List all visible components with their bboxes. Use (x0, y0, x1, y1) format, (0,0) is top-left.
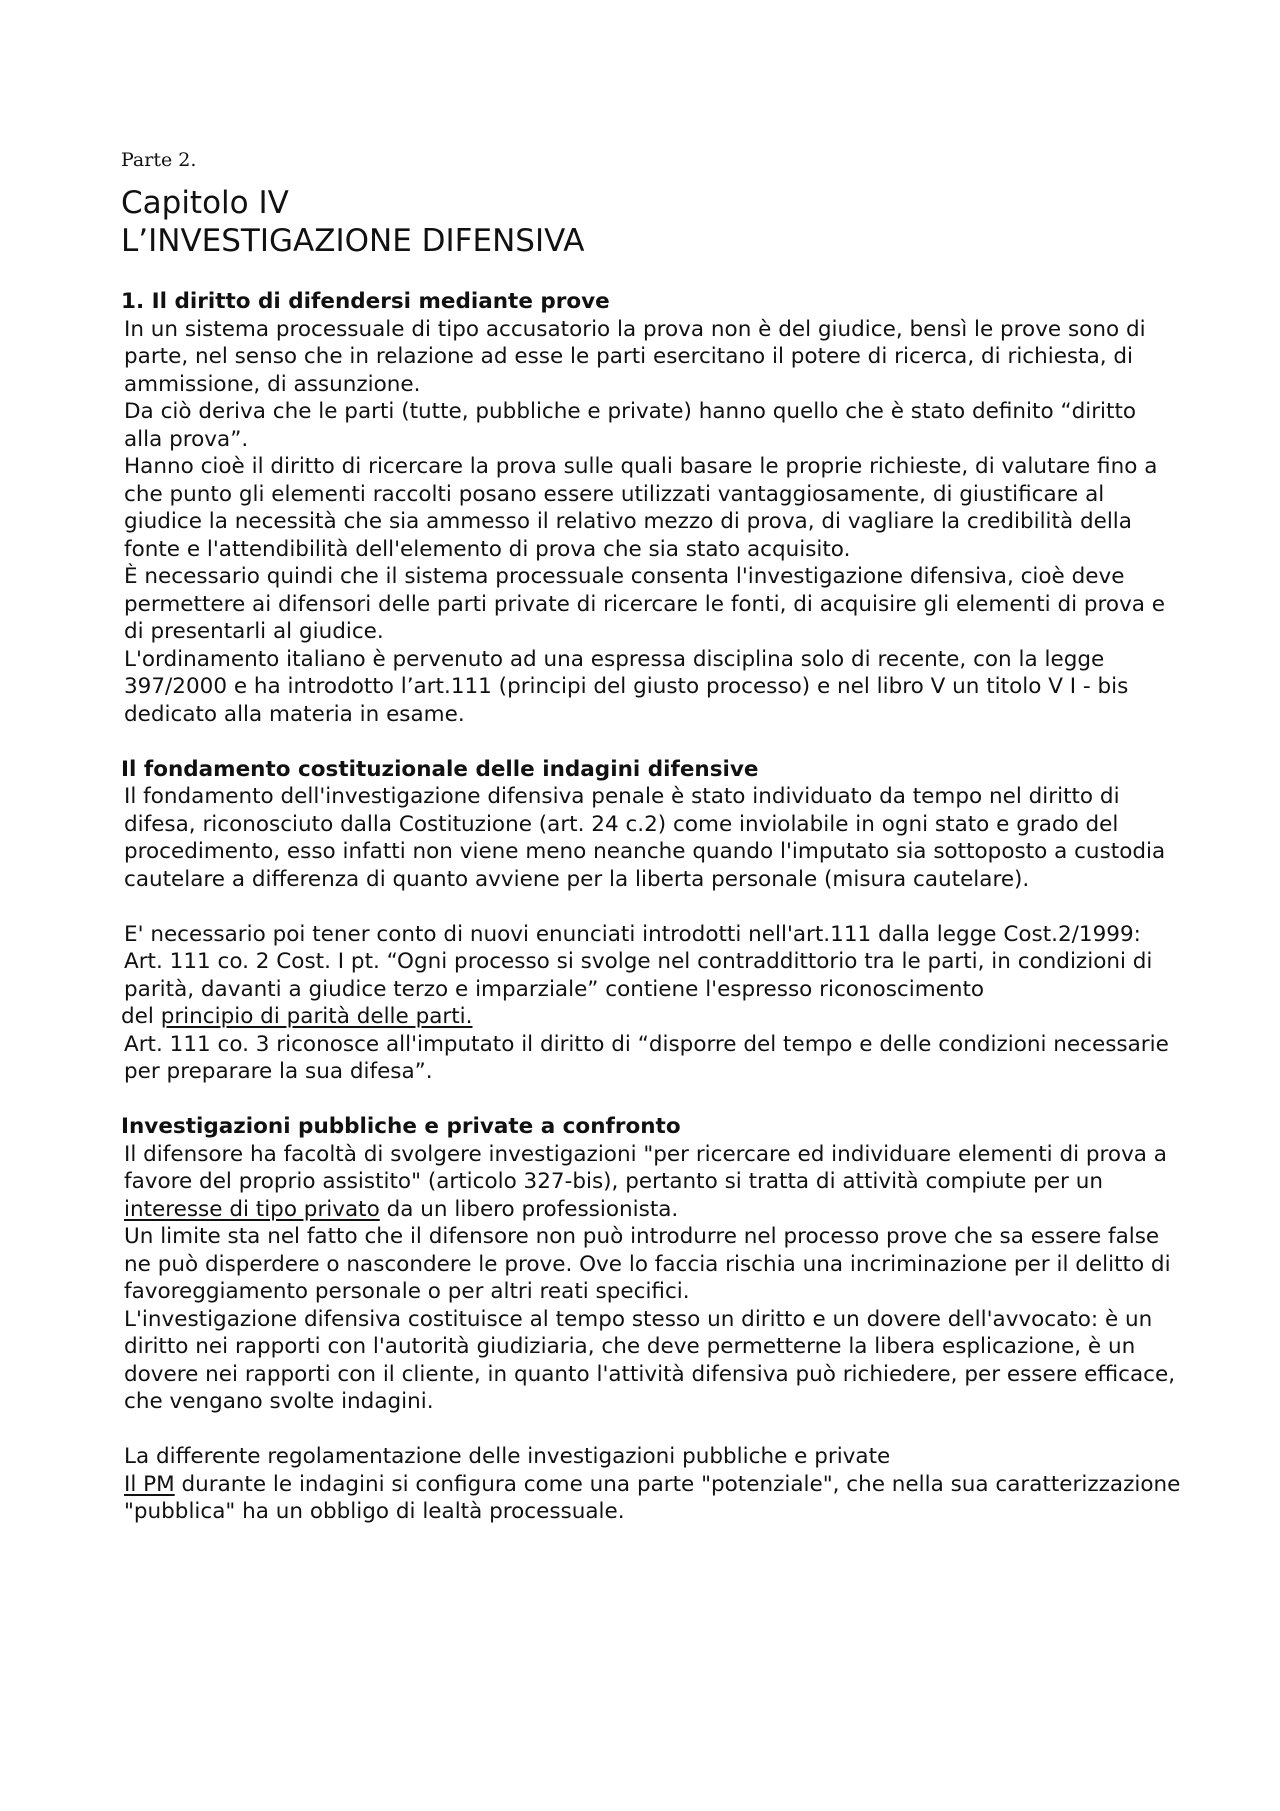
paragraph: L'ordinamento italiano è pervenuto ad una espressa disciplina solo di recente, con la legge 397/2000 e ha introdotto l’art.111 (principi del giusto processo) e nel libro V un titolo V I - bis dedicato alla materia in esame. (124, 646, 1129, 727)
paragraph: È necessario quindi che il sistema processuale consenta l'investigazione difensiva, cioè deve permettere ai difensori delle parti private di ricercare le fonti, di acquisire gli elementi di prova e di presentarli al giudice. (124, 564, 1166, 644)
paragraph: In un sistema processuale di tipo accusatorio la prova non è del giudice, bensì le prove sono di parte, nel senso che in relazione ad esse le parti esercitano il potere di ricerca, di richiesta, di ammissione, di assunzione. (124, 316, 1146, 397)
paragraph: Il difensore ha facoltà di svolgere investigazioni "per ricercare ed individuare elementi di prova a favore del proprio assistito" (articolo 327-bis), pertanto si tratta di attività compiute per un interesse di tipo privato da un libero professionista. (124, 1141, 1167, 1222)
section-heading: 1. Il diritto di difendersi mediante prove (121, 289, 610, 314)
private-interest-underlined: interesse di tipo privato (124, 1196, 380, 1222)
part-label: Parte 2. (121, 149, 197, 171)
paragraph: Art. 111 co. 2 Cost. I pt. “Ogni processo si svolge nel contraddittorio tra le parti, in condizioni di parità, davanti a giudice terzo e imparziale” contiene l'espresso riconoscimento (124, 949, 1153, 1002)
paragraph: Hanno cioè il diritto di ricercare la prova sulle quali basare le proprie richieste, di valutare fino a che punto gli elementi raccolti posano essere utilizzati vantaggiosamente, di giustificare al giudice la necessità che sia ammesso il relativo mezzo di prova, di vagliare la credibilità della fonte e l'attendibilità dell'elemento di prova che sia stato acquisito. (124, 454, 1158, 562)
section-heading: Il fondamento costituzionale delle indagini difensive (121, 756, 759, 782)
paragraph: Un limite sta nel fatto che il difensore non può introdurre nel processo prove che sa essere false ne può disperdere o nascondere le prove. Ove lo faccia rischia una incriminazione per il delitto di favoreggiamento personale o per altri reati specifici. (124, 1224, 1171, 1304)
parity-prefix: del (121, 1004, 161, 1029)
paragraph: Il fondamento dell'investigazione difensiva penale è stato individuato da tempo nel diritto di difesa, riconosciuto dalla Costituzione (art. 24 c.2) come inviolabile in ogni stato e grado del procedimento, esso infatti non viene meno neanche quando l'imputato sia sottoposto a custodia cautelare a differenza di quanto avviene per la liberta personale (misura cautelare). (124, 784, 1166, 892)
document-page (121, 148, 1181, 1526)
paragraph-intro: La differente regolamentazione delle investigazioni pubbliche e private (124, 1444, 891, 1469)
chapter-title (121, 184, 1181, 260)
pm-underlined: Il PM (124, 1471, 175, 1497)
paragraph: L'investigazione difensiva costituisce al tempo stesso un diritto e un dovere dell'avvocato: è un diritto nei rapporti con l'autorità giudiziaria, che deve permetterne la libera esplicazione, è un dovere nei rapporti con il cliente, in quanto l'attività difensiva può richiedere, per essere efficace, che vengano svolte indagini. (124, 1306, 1176, 1414)
chapter-number: Capitolo IV (121, 185, 289, 221)
section-heading: Investigazioni pubbliche e private a confronto (121, 1114, 681, 1139)
paragraph-parity (118, 1003, 1181, 1031)
paragraph: Il PM durante le indagini si configura come una parte "potenziale", che nella sua caratterizzazione "pubblica" ha un obbligo di lealtà processuale. (124, 1471, 1181, 1524)
paragraph: Da ciò deriva che le parti (tutte, pubbliche e private) hanno quello che è stato definito “diritto alla prova”. (124, 399, 1137, 452)
paragraph: E' necessario poi tener conto di nuovi enunciati introdotti nell'art.111 dalla legge Cost.2/1999: (124, 921, 1141, 947)
paragraph: Art. 111 co. 3 riconosce all'imputato il diritto di “disporre del tempo e delle condizioni necessarie per preparare la sua difesa”. (124, 1031, 1169, 1084)
chapter-heading: L’INVESTIGAZIONE DIFENSIVA (121, 223, 585, 259)
parity-principle-link: principio di parità delle parti. (160, 1004, 473, 1029)
